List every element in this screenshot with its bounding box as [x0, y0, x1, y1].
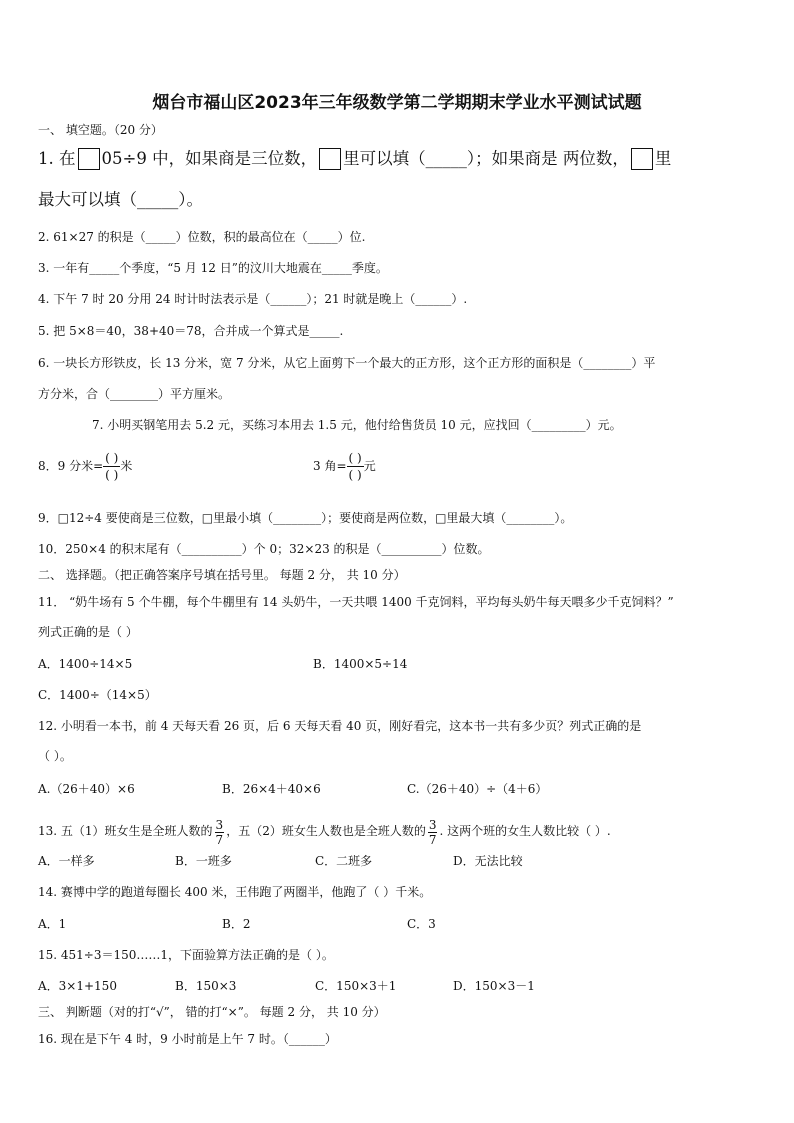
question-2: 2. 61×27 的积是（_____）位数，积的最高位在（_____）位.	[38, 230, 366, 244]
q12-option-a: A.（26＋40）×6	[38, 782, 135, 796]
q1-text-1: 1. 在	[38, 149, 76, 168]
q1-text-4: 里	[654, 149, 672, 168]
q8-right-prefix: 3 角=	[313, 459, 347, 473]
question-10: 10．250×4 的积末尾有（__________）个 0；32×23 的积是（__________）位数。	[38, 542, 490, 556]
question-13	[38, 818, 611, 847]
question-8-right	[313, 450, 376, 483]
question-11-line-2: 列式正确的是（ ）	[38, 625, 138, 639]
q13-option-c: C．二班多	[315, 854, 373, 868]
q11-option-b: B．1400×5÷14	[313, 657, 408, 671]
fraction-numerator: ( )	[105, 451, 119, 465]
answer-box	[78, 148, 100, 170]
blank-fraction	[347, 450, 364, 483]
q14-option-b: B．2	[222, 917, 251, 931]
question-3: 3. 一年有_____个季度，“5 月 12 日”的汶川大地震在_____季度。	[38, 261, 388, 275]
q13-text-2: ，五（2）班女生人数也是全班人数的	[226, 824, 426, 838]
q8-left-suffix: 米	[120, 459, 133, 473]
section-heading-multiple-choice: 二、 选择题。（把正确答案序号填在括号里。 每题 2 分， 共 10 分）	[38, 568, 406, 582]
q13-option-b: B．一班多	[175, 854, 232, 868]
q12-option-c: C.（26＋40）÷（4＋6）	[407, 782, 548, 796]
answer-box	[319, 148, 341, 170]
q13-option-a: A．一样多	[38, 854, 95, 868]
question-8-left	[38, 450, 132, 483]
fraction-denominator: ( )	[348, 468, 362, 482]
q13-text-1: 13. 五（1）班女生是全班人数的	[38, 824, 213, 838]
question-12-line-2: （ ）。	[38, 749, 72, 763]
blank-fraction	[103, 450, 120, 483]
question-1	[38, 148, 671, 170]
question-14: 14. 赛博中学的跑道每圈长 400 米，王伟跑了两圈半，他跑了（ ）千米。	[38, 885, 432, 899]
q15-option-a: A．3×1+150	[38, 979, 117, 993]
section-heading-true-false: 三、 判断题（对的打“√”， 错的打“×”。 每题 2 分， 共 10 分）	[38, 1005, 386, 1019]
q14-option-c: C．3	[407, 917, 436, 931]
question-9: 9．□12÷4 要使商是三位数，□里最小填（________）；要使商是两位数，□里最大填（________）。	[38, 511, 573, 525]
section-heading-fill-blank: 一、 填空题。（20 分）	[38, 123, 163, 137]
q1-text-2: 05÷9 中，如果商是三位数，	[101, 149, 318, 168]
fraction-numerator: 3	[215, 818, 224, 832]
fraction-denominator: ( )	[105, 468, 119, 482]
question-6-line-1: 6. 一块长方形铁皮，长 13 分米，宽 7 分米，从它上面剪下一个最大的正方形，这个正方形的面积是（________）平	[38, 356, 656, 370]
question-15: 15. 451÷3＝150……1，下面验算方法正确的是（ ）。	[38, 948, 334, 962]
question-7: 7. 小明买钢笔用去 5.2 元，买练习本用去 1.5 元，他付给售货员 10 元，应找回（_________）元。	[92, 418, 622, 432]
q15-option-b: B．150×3	[175, 979, 237, 993]
q15-option-c: C．150×3＋1	[315, 979, 397, 993]
fraction-denominator: 7	[428, 833, 437, 847]
q8-left-prefix: 8．9 分米=	[38, 459, 104, 473]
question-12-line-1: 12. 小明看一本书，前 4 天每天看 26 页，后 6 天每天看 40 页，刚好看完，这本书一共有多少页？列式正确的是	[38, 719, 642, 733]
question-5: 5. 把 5×8＝40，38+40＝78，合并成一个算式是_____.	[38, 324, 344, 338]
q13-text-3: . 这两个班的女生人数比较（ ）.	[439, 824, 611, 838]
q15-option-d: D．150×3－1	[453, 979, 535, 993]
q13-option-d: D．无法比较	[453, 854, 523, 868]
q8-right-suffix: 元	[363, 459, 376, 473]
question-16: 16. 现在是下午 4 时，9 小时前是上午 7 时。（______）	[38, 1032, 337, 1046]
q12-option-b: B．26×4＋40×6	[222, 782, 321, 796]
fraction-numerator: ( )	[348, 451, 362, 465]
q14-option-a: A．1	[38, 917, 67, 931]
question-11-line-1: 11． “奶牛场有 5 个牛棚，每个牛棚里有 14 头奶牛，一天共喂 1400 千克饲料，平均每头奶牛每天喂多少千克饲料？”	[38, 595, 674, 609]
q1-text-3: 里可以填（_____）；如果商是 两位数，	[343, 149, 629, 168]
fraction-numerator: 3	[428, 818, 437, 832]
answer-box	[631, 148, 653, 170]
q11-option-a: A．1400÷14×5	[38, 657, 133, 671]
question-4: 4. 下午 7 时 20 分用 24 时计时法表示是（______）；21 时就是晚上（______）.	[38, 292, 468, 306]
fraction-three-sevenths	[428, 818, 438, 847]
fraction-three-sevenths	[215, 818, 225, 847]
fraction-denominator: 7	[215, 833, 224, 847]
q11-option-c: C．1400÷（14×5）	[38, 688, 157, 702]
page-title: 烟台市福山区2023年三年级数学第二学期期末学业水平测试试题	[152, 93, 642, 113]
question-1-line-2: 最大可以填（_____）。	[38, 190, 203, 209]
question-6-line-2: 方分米，合（________）平方厘米。	[38, 387, 231, 401]
